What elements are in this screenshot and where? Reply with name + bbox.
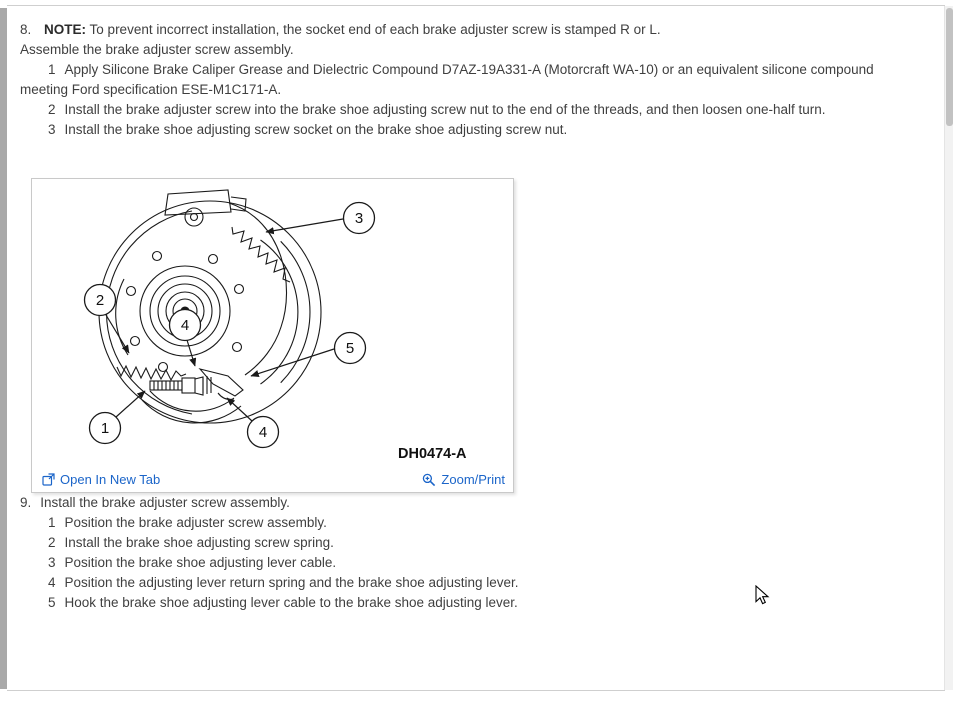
substep-number: 2: [48, 102, 56, 117]
step9-number: 9.: [20, 495, 32, 510]
substep-number: 4: [48, 575, 56, 590]
zoom-print-label: Zoom/Print: [441, 471, 505, 487]
callout-1: 1: [100, 420, 110, 437]
open-in-new-tab-link[interactable]: [42, 470, 160, 490]
substep-text: Install the brake adjuster screw into the brake shoe adjusting screw nut to the end of the threads, and then loosen one-half turn.: [64, 102, 826, 117]
scrollbar-thumb[interactable]: [946, 8, 953, 126]
substep-text: Install the brake shoe adjusting screw socket on the brake shoe adjusting screw nut.: [64, 122, 568, 137]
substep-text: Install the brake shoe adjusting screw spring.: [64, 535, 334, 550]
step8-number: 8.: [20, 22, 32, 37]
window-left-edge: [0, 8, 7, 689]
step8-substep: [20, 60, 910, 100]
substep-text: Position the brake adjuster screw assembly.: [64, 515, 327, 530]
vertical-scrollbar[interactable]: [944, 6, 953, 690]
callout-4a: 4: [180, 317, 190, 334]
substep-text: Hook the brake shoe adjusting lever cable to the brake shoe adjusting lever.: [64, 595, 518, 610]
substep-number: 3: [48, 555, 56, 570]
substep-number: 5: [48, 595, 56, 610]
open-in-new-tab-label: Open In New Tab: [60, 471, 161, 487]
figure-toolbar: [32, 467, 513, 492]
step9-substep: [20, 593, 910, 613]
mouse-cursor: [755, 585, 770, 606]
step8-substep: [20, 120, 910, 140]
callout-2: 2: [95, 292, 105, 309]
brake-assembly-diagram: [32, 179, 513, 467]
note-label: NOTE:: [44, 22, 87, 37]
step9-substep: [20, 533, 910, 553]
step9-title: Install the brake adjuster screw assembly.: [40, 495, 290, 510]
step8-note-line: [20, 20, 910, 40]
callout-3: 3: [354, 210, 364, 227]
top-divider: [7, 5, 945, 6]
step8-intro: Assemble the brake adjuster screw assembly.: [20, 42, 294, 57]
callout-bubbles: [85, 203, 375, 448]
callout-4b: 4: [258, 424, 268, 441]
substep-text: Position the adjusting lever return spring and the brake shoe adjusting lever.: [64, 575, 519, 590]
step9-substep: [20, 573, 910, 593]
figure-panel: [31, 178, 514, 493]
step8-substep: [20, 100, 910, 120]
zoom-print-link[interactable]: [422, 470, 505, 490]
bottom-divider: [7, 690, 945, 691]
open-in-new-tab-icon: [42, 473, 55, 486]
substep-number: 1: [48, 515, 56, 530]
manual-content: [20, 20, 910, 613]
substep-number: 2: [48, 535, 56, 550]
substep-number: 3: [48, 122, 56, 137]
step9-substep: [20, 513, 910, 533]
note-text: To prevent incorrect installation, the socket end of each brake adjuster screw is stamped R or L.: [89, 22, 661, 37]
step9-substep: [20, 553, 910, 573]
zoom-icon: [422, 473, 436, 487]
step9-heading: [20, 493, 910, 513]
substep-text: Apply Silicone Brake Caliper Grease and Dielectric Compound D7AZ-19A331-A (Motorcraft WA-10) or an equivalent silicone compound meeting Ford specification ESE-M1C171-A.: [20, 62, 874, 97]
callout-5: 5: [345, 340, 355, 357]
substep-number: 1: [48, 62, 56, 77]
figure-code-label: DH0474-A: [398, 446, 467, 462]
substep-text: Position the brake shoe adjusting lever cable.: [64, 555, 337, 570]
